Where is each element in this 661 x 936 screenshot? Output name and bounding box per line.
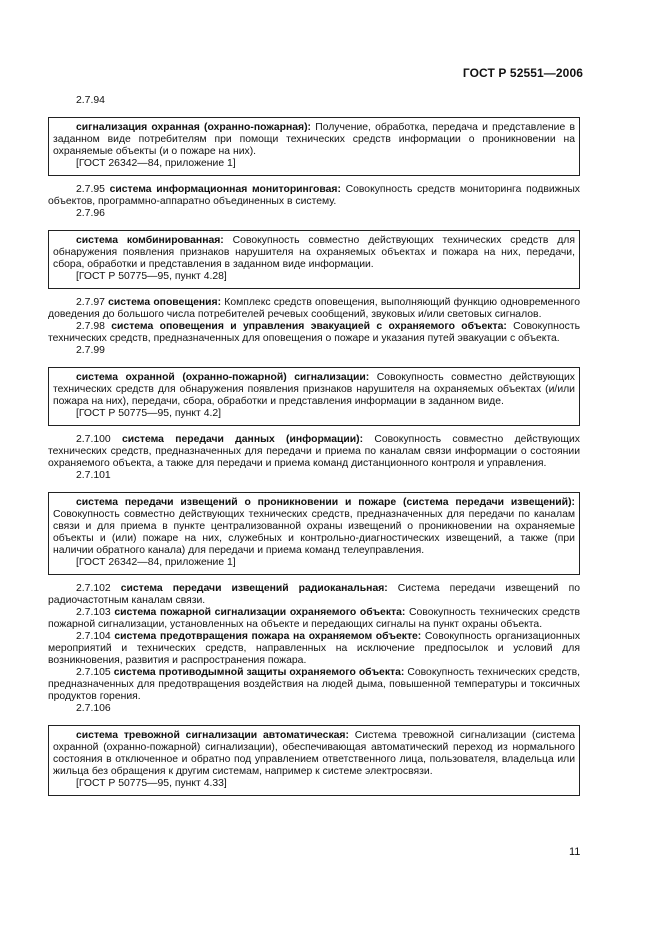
boxed-definition	[48, 230, 580, 289]
term-name: система передачи извещений о проникновении и пожаре (система передачи извещений):	[76, 497, 575, 508]
term-name: система информационная мониторинговая:	[109, 184, 341, 195]
boxed-definition	[48, 117, 580, 176]
definition-paragraph	[53, 235, 575, 271]
definition-text: Совокупность технических средств, предназначенных для оповещения о пожаре и указания путей эвакуации с объекта.	[48, 321, 580, 344]
entry-number: 2.7.102	[76, 583, 111, 594]
term-name: система противодымной защиты охраняемого объекта:	[113, 667, 405, 678]
entry-number: 2.7.98	[76, 321, 105, 332]
source-reference: [ГОСТ Р 50775—95, пункт 4.33]	[76, 778, 227, 789]
definition-paragraph	[53, 372, 575, 408]
page-content	[48, 95, 580, 804]
boxed-definition	[48, 492, 580, 575]
term-name: система тревожной сигнализации автоматическая:	[76, 730, 349, 741]
definition-text: Совокупность средств мониторинга подвижных объектов, программно-аппаратно объединенных в систему.	[48, 184, 580, 207]
entry-number: 2.7.101	[76, 470, 111, 481]
definition-text: Совокупность технических средств, предназначенных для предотвращения воздействия на людей дыма, повышенной температуры и токсичных продуктов горения.	[48, 667, 581, 702]
term-name: система охранной (охранно-пожарной) сигнализации:	[76, 372, 370, 383]
term-name: система оповещения и управления эвакуацией с охраняемого объекта:	[111, 321, 507, 332]
entry-number: 2.7.106	[76, 703, 111, 714]
definition-text: Комплекс средств оповещения, выполняющий функцию одновременного доведения до большого числа потребителей речевых сообщений, звуковых и/или световых сигналов.	[48, 297, 581, 320]
entry-number: 2.7.97	[76, 297, 105, 308]
boxed-definition	[48, 367, 580, 426]
entry-number: 2.7.104	[76, 631, 111, 642]
source-reference: [ГОСТ 26342—84, приложение 1]	[76, 158, 236, 169]
definition-paragraph	[48, 321, 580, 345]
definition-paragraph	[53, 122, 575, 158]
page-number: 11	[569, 846, 581, 858]
definition-text: Совокупность организационных мероприятий и технических средств, направленных на исключение предпосылок и условий для возникновения, развития и распространения пожара.	[48, 631, 581, 666]
boxed-definition	[48, 725, 580, 796]
term-name: система передачи данных (информации):	[121, 434, 364, 445]
definition-text: Совокупность технических средств пожарной сигнализации, установленных на объекте и передающих сигналы на пункт охраны объекта.	[48, 607, 581, 630]
definition-paragraph	[53, 730, 575, 778]
entry-number: 2.7.100	[76, 434, 111, 445]
entry-number: 2.7.96	[76, 208, 105, 219]
source-reference: [ГОСТ Р 50775—95, пункт 4.2]	[76, 408, 222, 419]
term-name: сигнализация охранная (охранно-пожарная):	[76, 122, 311, 133]
term-name: система пожарной сигнализации охраняемого объекта:	[114, 607, 406, 618]
definition-paragraph	[48, 607, 580, 631]
source-reference: [ГОСТ Р 50775—95, пункт 4.28]	[76, 271, 227, 282]
definition-text: Получение, обработка, передача и представление в заданном виде потребителям при помощи технических средств информации о проникновении на охраняемые объекты (и о пожаре на них).	[53, 122, 575, 157]
definition-paragraph	[48, 631, 580, 667]
term-name: система передачи извещений радиоканальная:	[120, 583, 388, 594]
definition-paragraph	[48, 434, 580, 470]
definition-text: Совокупность совместно действующих технических средств для обнаружения появления признаков нарушителя на охраняемых объектах (и/или пожара на них), передачи, сбора, обработки и представления информации в заданном виде.	[53, 372, 575, 407]
term-name: система оповещения:	[108, 297, 222, 308]
definition-paragraph	[48, 184, 580, 208]
definition-paragraph	[48, 583, 580, 607]
definition-text: Совокупность совместно действующих технических средств для обнаружения появления признаков нарушителя на охраняемых объектах и пожара на них, передачи, сбора, обработки и представления в заданном виде информации.	[53, 235, 575, 270]
definition-text: Совокупность совместно действующих технических средств, предназначенных для передачи по каналам связи и для приема в пункте централизованной охраны извещений о проникновении на охраняемые объекты и (или) пожаре на них, служебных и контрольно-диагностических извещений, а также (при наличии обратного канала) для передачи и приема команд телеуправления.	[53, 509, 575, 556]
definition-text: Система тревожной сигнализации (система охранной (охранно-пожарной) сигнализации), обеспечивающая автоматический переход из нормального состояния в отключенное и обратно под управлением ответственного лица, пользователя, владельца или жильца без обращения к другим системам, например к системе электросвязи.	[53, 730, 575, 777]
definition-paragraph	[48, 667, 580, 703]
source-reference: [ГОСТ 26342—84, приложение 1]	[76, 557, 236, 568]
definition-paragraph	[48, 297, 580, 321]
definition-text: Система передачи извещений по радиочастотным каналам связи.	[48, 583, 580, 606]
document-id-header: ГОСТ Р 52551—2006	[462, 66, 583, 80]
definition-text: Совокупность совместно действующих технических средств, предназначенных для передачи и приема по каналам связи информации о состоянии охраняемого объекта, а также для передачи и приема команд дистанционного контроля и управления.	[48, 434, 580, 469]
definition-paragraph	[53, 497, 575, 557]
entry-number: 2.7.105	[76, 667, 111, 678]
entry-number: 2.7.99	[76, 345, 105, 356]
entry-number: 2.7.103	[76, 607, 111, 618]
entry-number: 2.7.95	[76, 184, 105, 195]
entry-number: 2.7.94	[76, 95, 105, 106]
term-name: система предотвращения пожара на охраняемом объекте:	[114, 631, 422, 642]
term-name: система комбинированная:	[76, 235, 224, 246]
